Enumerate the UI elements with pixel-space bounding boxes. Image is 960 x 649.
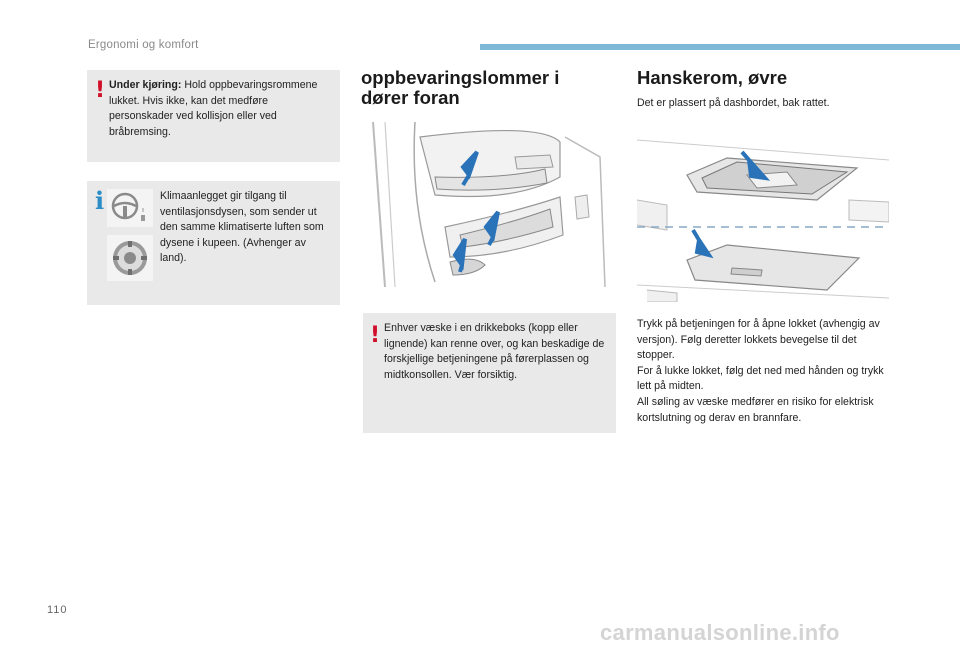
warning-body: Hold oppbevaringsrommene lukket. Hvis ikke, kan det medføre personskader ved kollisjon eller ved bråbremsing. [109,79,318,138]
warning-text [109,78,331,140]
page-number: 110 [47,604,68,616]
instruction-open: Trykk på betjeningen for å åpne lokket (avhengig av versjon). Følg deretter lokkets bevegelse til det stopper. [637,318,880,362]
glovebox-illustration [637,130,889,302]
glovebox-instructions [637,317,897,426]
watermark: carmanualsonline.info [600,620,840,645]
instruction-spill: All søling av væske medfører en risiko for elektrisk kortslutning og derav en brannfare. [637,395,874,424]
info-text: Klimaanlegget gir tilgang til ventilasjonsdysen, som sender ut den samme klimatiserte luften som dysene i kupeen. (Avhenger av land). [160,190,324,265]
info-box-climate [87,181,340,305]
steering-vent-icon [107,189,153,227]
door-pockets-title: oppbevaringslommer i dører foran [361,67,560,108]
warning-icon: ! [370,323,381,348]
glovebox-title: Hanskerom, øvre [637,67,788,88]
warning-box-driving [87,70,340,162]
info-icon: i [95,186,105,215]
door-pocket-illustration [365,117,615,287]
section-label: Ergonomi og komfort [88,39,199,51]
glovebox-intro: Det er plassert på dashbordet, bak rattet. [637,97,830,109]
warning-lead: Under kjøring: [109,79,182,91]
instruction-close: For å lukke lokket, følg det ned med hånden og trykk lett på midten. [637,364,884,393]
liquids-warning-text: Enhver væske i en drikkeboks (kopp eller lignende) kan renne over, og kan beskadige de forskjellige betjeningene på førerplassen og midtkonsollen. Vær forsiktig. [384,322,605,381]
warning-box-liquids [363,313,616,433]
vent-knob-icon [107,235,153,281]
section-accent-bar [480,44,960,50]
warning-icon: ! [95,78,106,103]
